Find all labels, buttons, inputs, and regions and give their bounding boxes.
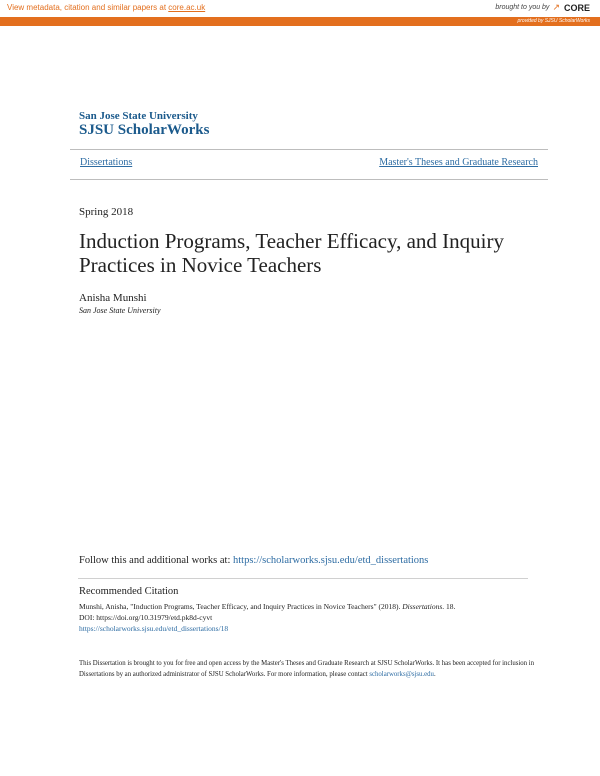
core-logo-icon: ↗ — [552, 2, 560, 12]
citation-number: . 18. — [442, 602, 456, 611]
divider-top — [70, 149, 548, 150]
repository-name[interactable]: SJSU ScholarWorks — [79, 122, 210, 138]
provided-by-label: provided by SJSU ScholarWorks — [517, 18, 590, 24]
citation-doi: DOI: https://doi.org/10.31979/etd.pk8d-cyvt — [79, 613, 213, 622]
core-banner — [0, 0, 600, 26]
paper-title: Induction Programs, Teacher Efficacy, and Inquiry Practices in Novice Teachers — [79, 229, 504, 277]
recommended-citation-heading: Recommended Citation — [79, 586, 179, 597]
core-metadata-notice — [7, 3, 205, 12]
brought-by-label: brought to you by — [495, 4, 550, 11]
follow-link[interactable]: https://scholarworks.sjsu.edu/etd_dissertations — [233, 555, 429, 566]
author-affiliation: San Jose State University — [79, 306, 161, 315]
divider-citation — [78, 578, 528, 579]
footer-notice — [79, 658, 539, 680]
core-metadata-prefix: View metadata, citation and similar papers at — [7, 3, 169, 12]
core-logo[interactable]: CORE — [563, 2, 590, 13]
core-top-bar — [0, 0, 600, 17]
core-provider-strip — [0, 17, 600, 26]
core-link[interactable]: core.ac.uk — [168, 3, 206, 12]
nav-dissertations-link[interactable]: Dissertations — [80, 157, 133, 168]
citation-text: Munshi, Anisha, "Induction Programs, Teacher Efficacy, and Inquiry Practices in Novice Teachers" (2018). — [79, 602, 403, 611]
contact-email-link[interactable]: scholarworks@sjsu.edu — [369, 671, 434, 678]
semester: Spring 2018 — [79, 206, 134, 218]
author-name: Anisha Munshi — [79, 292, 147, 304]
footer-text: This Dissertation is brought to you for free and open access by the Master's Theses and Graduate Research at SJSU ScholarWorks. It has been accepted for inclusion in Dissertations by an authorized administrator of SJSU ScholarWorks. For more information, please contact — [79, 660, 535, 678]
core-brand — [495, 2, 590, 13]
divider-bottom — [70, 179, 548, 180]
citation-block — [79, 601, 529, 634]
footer-end: . — [433, 671, 436, 678]
follow-prefix: Follow this and additional works at: — [79, 555, 233, 566]
nav-theses-link[interactable]: Master's Theses and Graduate Research — [379, 157, 538, 168]
follow-line — [79, 555, 428, 566]
citation-url[interactable]: https://scholarworks.sjsu.edu/etd_dissertations/18 — [79, 624, 229, 633]
university-name[interactable]: San Jose State University — [79, 110, 198, 122]
citation-series: Dissertations — [402, 602, 443, 611]
